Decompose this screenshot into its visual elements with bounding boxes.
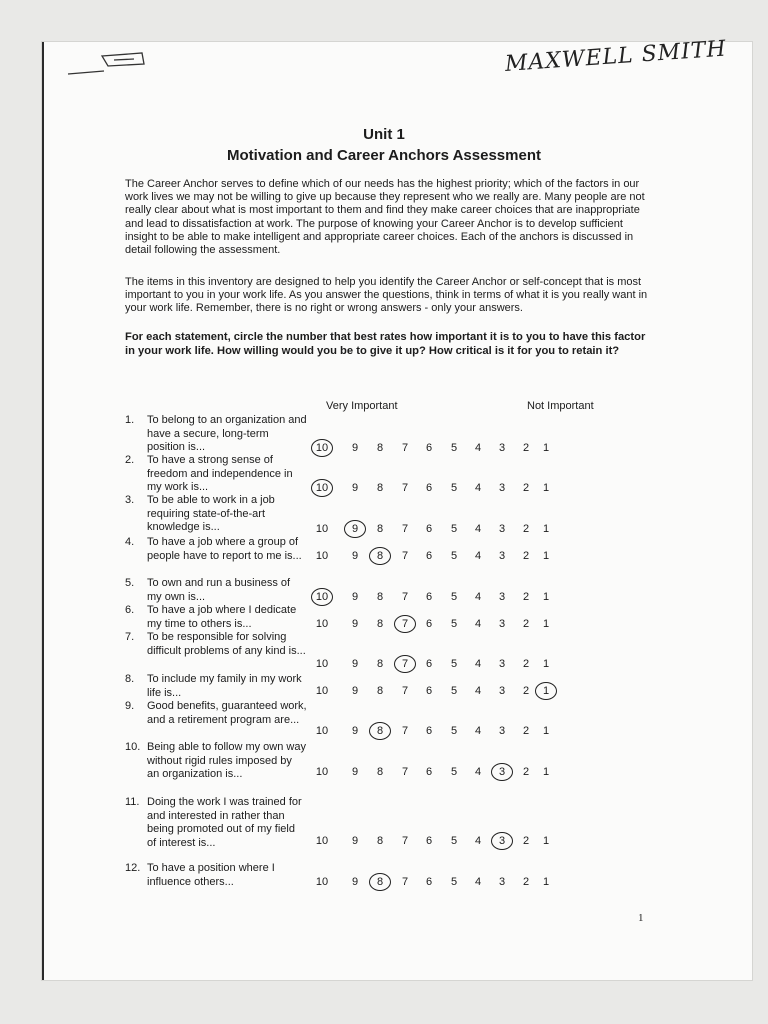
item-statement: Being able to follow my own way without rigid rules imposed by an organization is... [147,741,306,781]
rating-option-1[interactable]: 1 [542,725,550,737]
item-statement: To include my family in my work life is... [147,673,302,699]
item-statement: To be able to work in a job requiring state-of-the-art knowledge is... [147,494,275,534]
rating-option-4[interactable]: 4 [474,685,482,697]
rating-option-5[interactable]: 5 [450,766,458,778]
item-number: 6. [125,604,135,616]
rating-option-6[interactable]: 6 [425,550,433,562]
rating-option-7[interactable]: 7 [401,835,409,847]
circled-rating-mark [535,682,557,700]
circled-rating-mark [311,588,333,606]
rating-option-10[interactable]: 10 [315,766,329,778]
circled-rating-mark [369,722,391,740]
rating-option-10[interactable]: 10 [315,658,329,670]
rating-option-4[interactable]: 4 [474,550,482,562]
rating-option-6[interactable]: 6 [425,685,433,697]
rating-option-4[interactable]: 4 [474,658,482,670]
rating-option-3[interactable]: 3 [498,482,506,494]
rating-option-10[interactable]: 10 [315,482,329,494]
rating-option-4[interactable]: 4 [474,482,482,494]
rating-option-6[interactable]: 6 [425,482,433,494]
rating-option-3[interactable]: 3 [498,550,506,562]
rating-option-10[interactable]: 10 [315,591,329,603]
rating-option-6[interactable]: 6 [425,725,433,737]
rating-option-8[interactable]: 8 [376,876,384,888]
scale-high-label: Very Important [326,400,398,412]
rating-option-9[interactable]: 9 [351,591,359,603]
intro-paragraph: The Career Anchor serves to define which of our needs has the highest priority; which of the factors in our work lives we may not be willing to give up because they represent who we really are. Many people are not really clear about what is most important to them and find they make career choices that are inappropriate and lead to dissatisfaction at work. The purpose of knowing your Career Anchor is to develop sufficient insight to be able to make intelligent and appropriate career choices. Each of the anchors is discussed in detail following the assessment. [125,178,645,257]
rating-option-9[interactable]: 9 [351,618,359,630]
rating-option-1[interactable]: 1 [542,658,550,670]
item-number: 1. [125,414,135,426]
rating-option-8[interactable]: 8 [376,618,384,630]
rating-option-2[interactable]: 2 [522,876,530,888]
circled-rating-mark [344,520,366,538]
item-statement: To have a job where I dedicate my time to others is... [147,604,297,630]
rating-option-8[interactable]: 8 [376,685,384,697]
item-number: 5. [125,577,135,589]
page-number: 1 [638,912,644,924]
handwritten-name: MAXWELL SMITH [504,36,728,77]
rating-option-8[interactable]: 8 [376,442,384,454]
rating-option-8[interactable]: 8 [376,725,384,737]
rating-option-6[interactable]: 6 [425,442,433,454]
rating-option-8[interactable]: 8 [376,766,384,778]
circled-rating-mark [311,439,333,457]
rating-option-3[interactable]: 3 [498,835,506,847]
rating-option-6[interactable]: 6 [425,658,433,670]
rating-option-2[interactable]: 2 [522,618,530,630]
rating-option-3[interactable]: 3 [498,685,506,697]
circled-rating-mark [394,615,416,633]
circled-rating-mark [491,832,513,850]
rating-option-7[interactable]: 7 [401,550,409,562]
rating-option-6[interactable]: 6 [425,766,433,778]
rating-option-7[interactable]: 7 [401,725,409,737]
rating-option-5[interactable]: 5 [450,523,458,535]
rating-option-5[interactable]: 5 [450,550,458,562]
rating-option-1[interactable]: 1 [542,550,550,562]
rating-option-6[interactable]: 6 [425,876,433,888]
rating-option-9[interactable]: 9 [351,835,359,847]
rating-option-3[interactable]: 3 [498,591,506,603]
rating-option-10[interactable]: 10 [315,442,329,454]
rating-option-1[interactable]: 1 [542,482,550,494]
rating-option-5[interactable]: 5 [450,658,458,670]
circled-rating-mark [369,547,391,565]
rating-option-10[interactable]: 10 [315,523,329,535]
item-number: 3. [125,494,135,506]
rating-option-8[interactable]: 8 [376,550,384,562]
item-number: 7. [125,631,135,643]
rating-option-7[interactable]: 7 [401,618,409,630]
rating-option-3[interactable]: 3 [498,523,506,535]
rating-option-5[interactable]: 5 [450,482,458,494]
rating-option-1[interactable]: 1 [542,766,550,778]
rating-option-9[interactable]: 9 [351,766,359,778]
rating-option-2[interactable]: 2 [522,835,530,847]
rating-option-3[interactable]: 3 [498,618,506,630]
item-statement: To be responsible for solving difficult problems of any kind is... [147,631,306,657]
rating-option-9[interactable]: 9 [351,550,359,562]
rating-option-10[interactable]: 10 [315,835,329,847]
rating-option-8[interactable]: 8 [376,482,384,494]
rating-option-3[interactable]: 3 [498,725,506,737]
rating-option-4[interactable]: 4 [474,591,482,603]
rating-option-8[interactable]: 8 [376,658,384,670]
rating-option-9[interactable]: 9 [351,685,359,697]
rating-option-10[interactable]: 10 [315,618,329,630]
circled-rating-mark [491,763,513,781]
rating-option-9[interactable]: 9 [351,442,359,454]
rating-option-10[interactable]: 10 [315,876,329,888]
item-number: 8. [125,673,135,685]
item-statement: Doing the work I was trained for and interested in rather than being promoted out of my field of interest is... [147,796,302,849]
rating-option-9[interactable]: 9 [351,876,359,888]
rating-option-5[interactable]: 5 [450,442,458,454]
item-number: 2. [125,454,135,466]
circled-rating-mark [311,479,333,497]
rating-option-2[interactable]: 2 [522,442,530,454]
rating-option-3[interactable]: 3 [498,876,506,888]
rating-option-2[interactable]: 2 [522,550,530,562]
rating-option-4[interactable]: 4 [474,876,482,888]
rating-option-1[interactable]: 1 [542,876,550,888]
rating-option-6[interactable]: 6 [425,523,433,535]
rating-option-8[interactable]: 8 [376,591,384,603]
rating-option-5[interactable]: 5 [450,685,458,697]
rating-option-9[interactable]: 9 [351,482,359,494]
rating-option-4[interactable]: 4 [474,618,482,630]
instruction-paragraph: For each statement, circle the number that best rates how important it is to you to have this factor in your work life. How willing would you be to give it up? How critical is it for you to retain it? [125,331,646,357]
rating-option-8[interactable]: 8 [376,523,384,535]
rating-option-1[interactable]: 1 [542,591,550,603]
rating-option-6[interactable]: 6 [425,835,433,847]
rating-option-4[interactable]: 4 [474,442,482,454]
rating-option-5[interactable]: 5 [450,876,458,888]
rating-option-6[interactable]: 6 [425,618,433,630]
rating-option-5[interactable]: 5 [450,725,458,737]
item-number: 11. [125,796,140,808]
rating-option-7[interactable]: 7 [401,482,409,494]
item-statement: To have a job where a group of people have to report to me is... [147,536,302,562]
rating-option-10[interactable]: 10 [315,550,329,562]
rating-option-7[interactable]: 7 [401,766,409,778]
item-number: 9. [125,700,135,712]
circled-rating-mark [394,655,416,673]
document-title: Motivation and Career Anchors Assessment [227,147,541,164]
rating-option-5[interactable]: 5 [450,618,458,630]
rating-option-4[interactable]: 4 [474,835,482,847]
rating-option-3[interactable]: 3 [498,658,506,670]
item-statement: To have a position where I influence others... [147,862,275,888]
purpose-paragraph: The items in this inventory are designed to help you identify the Career Anchor or self-concept that is most important to you in your work life. As you answer the questions, think in terms of what it is you really want in your work life. Remember, there is no right or wrong answers - only your answers. [125,276,648,315]
rating-option-5[interactable]: 5 [450,835,458,847]
item-statement: To belong to an organization and have a secure, long-term position is... [147,414,307,454]
rating-option-7[interactable]: 7 [401,523,409,535]
rating-option-1[interactable]: 1 [542,835,550,847]
rating-option-2[interactable]: 2 [522,591,530,603]
unit-title: Unit 1 [363,126,405,143]
item-statement: To have a strong sense of freedom and independence in my work is... [147,454,293,494]
item-number: 10. [125,741,141,753]
rating-option-9[interactable]: 9 [351,658,359,670]
item-statement: To own and run a business of my own is... [147,577,291,603]
rating-option-10[interactable]: 10 [315,725,329,737]
rating-option-6[interactable]: 6 [425,591,433,603]
rating-option-2[interactable]: 2 [522,658,530,670]
rating-option-4[interactable]: 4 [474,725,482,737]
item-number: 4. [125,536,135,548]
item-number: 12. [125,862,141,874]
rating-option-7[interactable]: 7 [401,442,409,454]
rating-option-4[interactable]: 4 [474,523,482,535]
rating-option-1[interactable]: 1 [542,523,550,535]
rating-option-1[interactable]: 1 [542,442,550,454]
item-statement: Good benefits, guaranteed work, and a retirement program are... [147,700,307,726]
rating-option-3[interactable]: 3 [498,766,506,778]
circled-rating-mark [369,873,391,891]
rating-option-9[interactable]: 9 [351,523,359,535]
rating-option-9[interactable]: 9 [351,725,359,737]
rating-option-2[interactable]: 2 [522,685,530,697]
rating-option-7[interactable]: 7 [401,685,409,697]
scale-low-label: Not Important [527,400,594,412]
scribble-mark [64,44,154,80]
rating-option-3[interactable]: 3 [498,442,506,454]
rating-option-1[interactable]: 1 [542,618,550,630]
rating-option-2[interactable]: 2 [522,725,530,737]
rating-option-2[interactable]: 2 [522,523,530,535]
rating-option-7[interactable]: 7 [401,876,409,888]
rating-option-2[interactable]: 2 [522,766,530,778]
rating-option-2[interactable]: 2 [522,482,530,494]
rating-option-7[interactable]: 7 [401,591,409,603]
rating-option-8[interactable]: 8 [376,835,384,847]
rating-option-4[interactable]: 4 [474,766,482,778]
rating-option-1[interactable]: 1 [542,685,550,697]
rating-option-7[interactable]: 7 [401,658,409,670]
rating-option-5[interactable]: 5 [450,591,458,603]
rating-option-10[interactable]: 10 [315,685,329,697]
